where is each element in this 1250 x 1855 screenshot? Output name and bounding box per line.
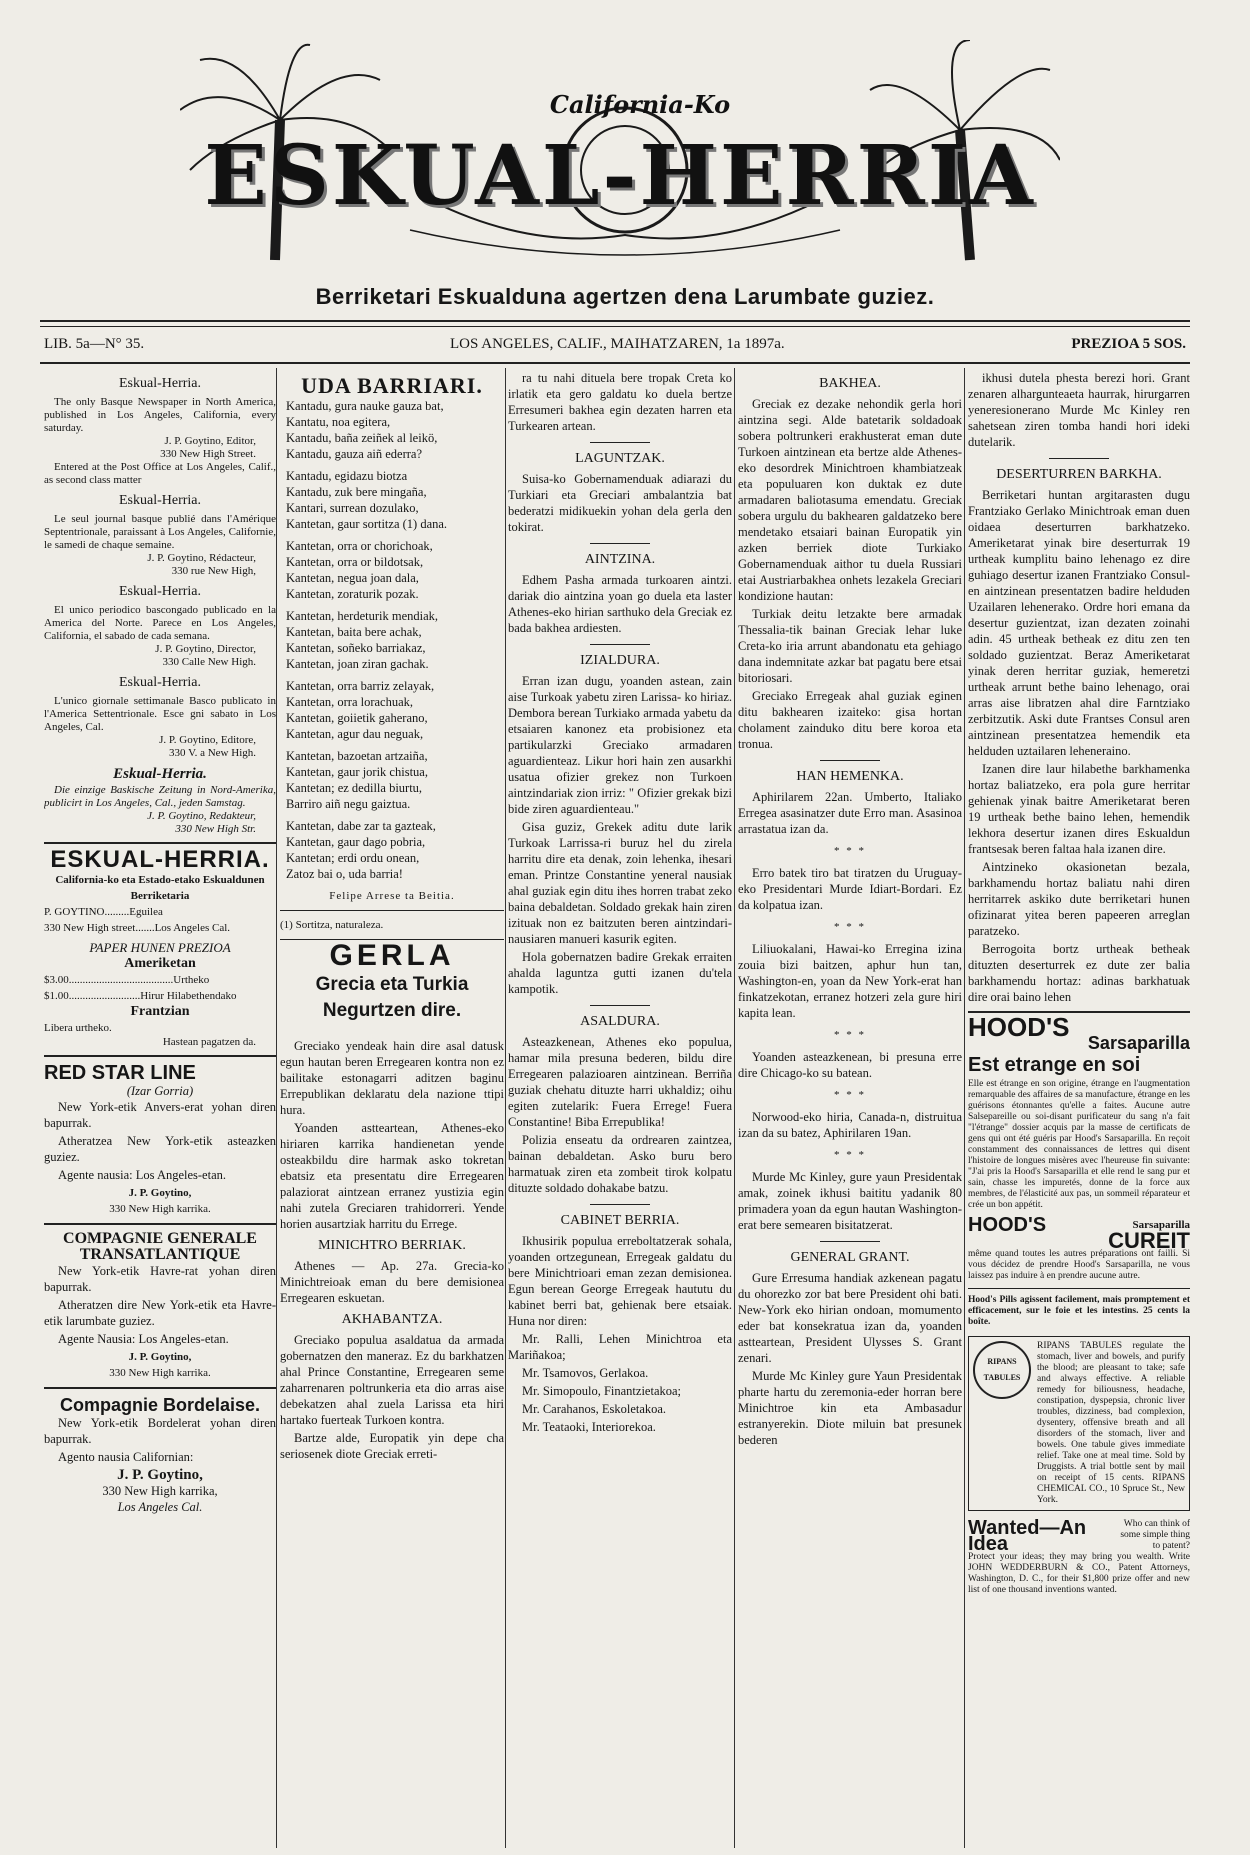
editor-line: J. P. Goytino, Rédacteur, bbox=[147, 552, 256, 564]
hoods-ad-cure-word: CUREIT bbox=[1108, 1228, 1190, 1253]
heading-italian: Eskual-Herria. bbox=[118, 675, 202, 690]
divider bbox=[44, 842, 276, 844]
price-row: $1.00..........................Hirur Hilabethendako bbox=[44, 990, 237, 1002]
editor-line: J. P. Goytino, Director, bbox=[155, 643, 256, 655]
asterism: * * * bbox=[834, 1149, 866, 1161]
article-paragraph: Bartze alde, Europatik yin depe cha seriosenek diote Greciak erreti- bbox=[280, 1431, 504, 1461]
war-subheading: Grecia eta Turkia Negurtzen dire. bbox=[315, 974, 469, 1021]
article-paragraph: Greciako yendeak hain dire asal datusk egun hautan beren Erregearen kontra non ez bailitake estonagarri aditzen baginu Errepublikan deklaratu dela nazione ttipi hura. bbox=[280, 1039, 504, 1117]
war-heading: GERLA bbox=[329, 939, 455, 972]
column-4 bbox=[738, 370, 962, 1845]
poem-title: UDA BARRIARI. bbox=[301, 373, 483, 398]
divider bbox=[820, 760, 880, 761]
poem-line: Kantetan, orra or chorichoak, bbox=[286, 539, 433, 553]
article-paragraph: Edhem Pasha armada turkoaren aintzi. dariak dio aintzina yoan go duela eta laster Athenes-eko hirian sarthuko dela Greciak ez bada bakhea ardiesten. bbox=[508, 573, 732, 635]
article-paragraph: Polizia enseatu da ordrearen zaintzea, bainan debaldetan. Asko buru bero harmatuak ziren eta zombeit tirok kolpatu dituzte soldado dohakabe batzu. bbox=[508, 1133, 732, 1195]
text-italian: L'unico giornale settimanale Basco publicato in l'America Settentrionale. Esce gni sabato in Los Angeles, Cal. bbox=[44, 695, 276, 733]
red-star-line-text: New York-etik Anvers-erat yohan diren bapurrak. bbox=[44, 1100, 276, 1130]
poem-line: Kantetan, zoraturik pozak. bbox=[286, 587, 419, 601]
divider bbox=[44, 1055, 276, 1057]
section-heading: HAN HEMENKA. bbox=[796, 769, 904, 784]
poem-line: Kantetan, goiietik gaherano, bbox=[286, 711, 428, 725]
article-paragraph: Norwood-eko hiria, Canada-n, distruitua izan da su batez, Aphirilaren 19an. bbox=[738, 1110, 962, 1140]
article-paragraph: Aintzineko okasionetan bezala, barkhamendu hortaz baliatu nahi diren herritarrek askiko dute berriketari hunen ofizinarat yitea beren papeeren arreglan paratzeko. bbox=[968, 860, 1190, 938]
poem-stanza bbox=[280, 398, 504, 462]
hoods-ad-tagline: Est etrange en soi bbox=[968, 1054, 1141, 1076]
column-1 bbox=[44, 370, 276, 1845]
section-heading: CABINET BERRIA. bbox=[560, 1213, 680, 1228]
poem-line: Kantetan, orra or bildotsak, bbox=[286, 555, 424, 569]
text-french: Le seul journal basque publié dans l'Amérique Septentrionale, paraissant à Los Angeles, Californie, le samedi de chaque semaine. bbox=[44, 513, 276, 551]
section-heading: AKHABANTZA. bbox=[341, 1312, 443, 1327]
divider bbox=[590, 442, 650, 443]
editor-line: J. P. Goytino, Editore, bbox=[159, 734, 256, 746]
article-paragraph: Ikhusirik populua erreboltatzerak sohala, yoanden ortzegunean, Erregeak galdatu du bere Minichtrioari eman zezan demisionea. Egun berean George Erregeak haututu du kabinet berri bat, gehienak bere etsaiak. Huna nor diren: bbox=[508, 1234, 732, 1328]
poem-author: Felipe Arrese ta Beitia. bbox=[329, 890, 455, 902]
poem-line: Kantetan; erdi ordu onean, bbox=[286, 851, 420, 865]
poem-stanza bbox=[280, 678, 504, 742]
wanted-ad-header bbox=[968, 1517, 1190, 1555]
agent-line: Agente nausia: Los Angeles-etan. bbox=[58, 1168, 227, 1182]
poem-line: Kantetan, gaur jorik chistua, bbox=[286, 765, 428, 779]
price-france-heading: Frantzian bbox=[130, 1004, 190, 1019]
minister-line: Mr. Tsamovos, Gerlakoa. bbox=[522, 1366, 649, 1380]
minister-line: Mr. Simopoulo, Finantzietakoa; bbox=[522, 1384, 682, 1398]
price-heading: PAPER HUNEN PREZIOA bbox=[89, 940, 231, 955]
wanted-ad-heading: Wanted—An Idea bbox=[968, 1517, 1087, 1555]
divider bbox=[590, 543, 650, 544]
poem-line: Kantetan, soñeko barriakaz, bbox=[286, 641, 426, 655]
minister-line: Mr. Ralli, Lehen Minichtroa eta Mariñakoa; bbox=[508, 1332, 732, 1362]
article-paragraph: Erro batek tiro bat tiratzen du Uruguay-eko Presidentari Murde Idiart-Bordari. Ez da kolpatua izan. bbox=[738, 866, 962, 912]
postal-note: Entered at the Post Office at Los Angeles, Calif., as second class matter bbox=[44, 461, 276, 486]
article-paragraph: Athenes — Ap. 27a. Grecia-ko Minichtreioak eman du bere demisionea Erregearen eskuetan. bbox=[280, 1259, 504, 1305]
agent-address: 330 New High karrika. bbox=[109, 1367, 211, 1379]
article-paragraph: Liliuokalani, Hawai-ko Erregina izina zouia bizi baitzen, aphur hun tan, Washington-en, yoan da New York-erat han finkatzekotan, erranez hotzeri zela gure hiri kapita lean. bbox=[738, 942, 962, 1020]
heading-english: Eskual-Herria. bbox=[118, 376, 202, 391]
agent-name: J. P. Goytino, bbox=[117, 1467, 203, 1483]
dateline-rule bbox=[40, 362, 1190, 364]
issue-number: LIB. 5a—N° 35. bbox=[44, 336, 145, 352]
text-german: Die einzige Baskische Zeitung in Nord-Amerika, publicirt in Los Angeles, Cal., jeden Samstag. bbox=[44, 784, 276, 809]
poem-line: Kantetan, herdeturik mendiak, bbox=[286, 609, 439, 623]
section-heading: GENERAL GRANT. bbox=[790, 1250, 910, 1265]
masthead-subtitle: Berriketari Eskualduna agertzen dena Larumbate guziez. bbox=[315, 284, 935, 309]
poem-line: Kantadu, baña zeiñek al leikö, bbox=[286, 431, 438, 445]
poem-line: Kantetan; ez dedilla biurtu, bbox=[286, 781, 423, 795]
hoods-ad-product: Sarsaparilla bbox=[1087, 1033, 1190, 1053]
divider bbox=[1049, 458, 1109, 459]
poem-line: Zatoz bai o, uda barria! bbox=[286, 867, 403, 881]
top-rule bbox=[40, 320, 1190, 322]
minister-line: Mr. Carahanos, Eskoletakoa. bbox=[522, 1402, 667, 1416]
agent-name: J. P. Goytino, bbox=[128, 1187, 192, 1199]
wanted-ad-text: Protect your ideas; they may bring you wealth. Write JOHN WEDDERBURN & CO., Patent Attorneys, Washington, D. C., for their $1,800 prize offer and new list of one thousand inventions wanted. bbox=[968, 1552, 1190, 1595]
editor-line: J. P. Goytino, Redakteur, bbox=[147, 810, 256, 822]
poem-line: Kantetan, negua joan dala, bbox=[286, 571, 419, 585]
article-paragraph: Asteazkenean, Athenes eko populua, hamar mila presuna bederen, bildu dire Erregearen palazioaren aintzinean. Berriña guziak chehatu dituzte harri ukhaldiz; oihu egiten zutelarik: Fuera Errege! Fuera Constantine! Biba Errepublika! bbox=[508, 1035, 732, 1129]
hoods-ad-text: Elle est étrange en son origine, étrange en l'augmentation remarquable des affaires de sa manufacture, étrange en les guérisons étonnantes qu'elle a faites. Aucune autre Salsepareille ou soi-disant purificateur du sang n'a fait "l'étrange" dossier acquis par la masse de certificats de gens qui ont été guéris par Hood's Sarsaparilla. En reçoit constamment des connaissances de lettres qui disent l'histoire de longues misères avec l'heureuse fin suivante: "J'ai pris la Hood's Sarsaparilla et elle rend le sang pur et sain, chasse les impuretés, donne de la force aux membres, de l'élasticité aux pas, un sommeil réparateur et crée un bon appétit. bbox=[968, 1079, 1190, 1210]
editor-line: J. P. Goytino, Editor, bbox=[164, 435, 256, 447]
poem-line: Kantetan, bazoetan artzaiña, bbox=[286, 749, 428, 763]
editor-address: 330 New High Str. bbox=[175, 823, 256, 835]
section-heading: AINTZINA. bbox=[584, 552, 656, 567]
masthead-title: ESKUAL-HERRIA bbox=[204, 128, 1036, 224]
article-paragraph: Berrogoita bortz urtheak betheak dituzten deserturrek ez dute zer balia barkhamendu hortaz: adinas barkhatuak dire orai baino lehen bbox=[968, 942, 1190, 1004]
poem-line: Kantadu, gauza aiñ ederra? bbox=[286, 447, 423, 461]
poem-line: Kantetan, baita bere achak, bbox=[286, 625, 422, 639]
editor-address: 330 Calle New High. bbox=[162, 656, 256, 668]
heading-spanish: Eskual-Herria. bbox=[118, 584, 202, 599]
hoods-ad-text-2: même quand toutes les autres préparations ont failli. Si vous décidez de prendre Hood's Sarsaparilla, ne vous laissez pas induire à en prendre aucune autre. bbox=[968, 1249, 1190, 1281]
article-paragraph: Erran izan dugu, yoanden astean, zain aise Turkoak yabetu ziren Larissa- ko hiriaz. Dembora berean Turkiako armada yabetu da etsaiaren kanonez eta probisionez eta partikularzki Greciako armadaren aguardienteaz. Likur hori hain zen ausarkhi usatua ofizier grekez non Turkoen aintzindariak zion irriz: " Ofizier grekak bizi bide ziren aguardienteau." bbox=[508, 674, 732, 816]
subscription-address: 330 New High street.......Los Angeles Cal. bbox=[44, 922, 231, 934]
article-paragraph: Gisa guziz, Grekek aditu dute larik Turkoak Larrissa-ri buruz hel du zirela harritu dire eta denak, zoin lehenka, ihesari eman. Printze Constantine yeneral nausiak ahal guziak egin ditu ihes horren trabat zeko baina debaldetan. Soldado grekak hain ziren izituak non ez baitzuten beren aintzindari- nausiaren manueri kasurik egiten. bbox=[508, 820, 732, 946]
article-paragraph: Murde Mc Kinley, gure yaun Presidentak amak, zoinek ikhusi baititu yadanik 80 primadera yoan da egun hautan Washington-erat bere semearen bisitatzerat. bbox=[738, 1170, 962, 1232]
asterism: * * * bbox=[834, 845, 866, 857]
top-rule-thin bbox=[40, 326, 1190, 327]
cgt-text: Atheratzen dire New York-etik eta Havre-etik larumbate guziez. bbox=[44, 1298, 276, 1328]
poem-stanza bbox=[280, 748, 504, 812]
section-heading: LAGUNTZAK. bbox=[575, 451, 665, 466]
column-divider bbox=[276, 368, 277, 1848]
column-divider bbox=[734, 368, 735, 1848]
column-2 bbox=[280, 370, 504, 1845]
cgt-heading: COMPAGNIE GENERALE TRANSATLANTIQUE bbox=[63, 1230, 257, 1263]
article-paragraph: Murde Mc Kinley gure Yaun Presidentak pharte hartu du zeremonia-eder horran bere Minichtroe kin eta Ambasadur estranyerekin. Diote miluin bat presunek bederen bbox=[738, 1369, 962, 1447]
minister-line: Mr. Teataoki, Interiorekoa. bbox=[522, 1420, 656, 1434]
editor-address: 330 rue New High, bbox=[171, 565, 256, 577]
article-paragraph: Greciako populua asaldatua da armada gobernatzen den maneraz. Ez du barkhatzen ahal Prince Constantine, Erregearen seme zaharrenaren poltrunkeria eta dio arras aise debekatzen ahal zuela Larissa eta hiri hartako fuerteak Turkoen kontra. bbox=[280, 1333, 504, 1427]
hoods-ad-heading: HOOD'S bbox=[968, 1012, 1070, 1042]
price-america-heading: Ameriketan bbox=[124, 956, 196, 971]
poem-stanza bbox=[280, 818, 504, 882]
divider bbox=[820, 1241, 880, 1242]
heading-french: Eskual-Herria. bbox=[118, 493, 202, 508]
poem-line: Kantetan, gaur sortitza (1) dana. bbox=[286, 517, 448, 531]
red-star-line-heading: RED STAR LINE bbox=[44, 1062, 196, 1084]
payment-note: Hastean pagatzen da. bbox=[162, 1036, 256, 1048]
article-paragraph: Hola gobernatzen badire Grekak erraiten ahalda laguntza gutti izanen du'tela kampotik. bbox=[508, 950, 732, 996]
poem-line: Kantari, surrean dozulako, bbox=[286, 501, 419, 515]
column-divider bbox=[964, 368, 965, 1848]
column-divider bbox=[505, 368, 506, 1848]
date-place: LOS ANGELES, CALIF., MAIHATZAREN, 1a 1897a. bbox=[450, 336, 785, 352]
article-paragraph: Yoanden asteazkenean, bi presuna erre dire Chicago-ko su batean. bbox=[738, 1050, 962, 1080]
agent-line: Agente Nausia: Los Angeles-etan. bbox=[58, 1332, 229, 1346]
subscription-editor: P. GOYTINO.........Eguilea bbox=[44, 906, 163, 918]
asterism: * * * bbox=[834, 921, 866, 933]
poem-line: Kantadu, gura nauke gauza bat, bbox=[286, 399, 444, 413]
editor-address: 330 New High Street. bbox=[160, 448, 256, 460]
wanted-ad-sub: Who can think of some simple thing to patent? bbox=[1120, 1519, 1190, 1551]
divider bbox=[590, 1005, 650, 1006]
section-heading: DESERTURREN BARKHA. bbox=[996, 467, 1162, 482]
agent-line: Agento nausia Californian: bbox=[58, 1450, 194, 1464]
compagnie-bordelaise-heading: Compagnie Bordelaise. bbox=[59, 1395, 261, 1415]
text-spanish: El unico periodico bascongado publicado en la America del Norte. Parece en Los Angeles, California, el sabado de cada semana. bbox=[44, 604, 276, 642]
footnote: (1) Sortitza, naturaleza. bbox=[280, 919, 384, 931]
red-star-line-subtitle: (Izar Gorria) bbox=[126, 1084, 194, 1098]
column-5 bbox=[968, 370, 1190, 1845]
section-heading: MINICHTRO BERRIAK. bbox=[318, 1238, 466, 1253]
agent-address: 330 New High karrika, bbox=[102, 1484, 218, 1498]
subscription-title: ESKUAL-HERRIA. bbox=[50, 846, 270, 873]
text-english: The only Basque Newspaper in North America, published in Los Angeles, California, every saturday. bbox=[44, 396, 276, 434]
article-paragraph: Turkiak deitu letzakte bere armadak Thessalia-tik bainan Greciak lehar luke Creta-ko iria arrunt abandonatu eta gehiago dana indemnitate azkar bat pagatu bere etsai bitoriosari. bbox=[738, 607, 962, 685]
poem-line: Kantetan, dabe zar ta gazteak, bbox=[286, 819, 436, 833]
poem-line: Kantadu, zuk bere mingaña, bbox=[286, 485, 427, 499]
editor-address: 330 V. a New High. bbox=[169, 747, 256, 759]
article-paragraph: ra tu nahi dituela bere tropak Creta ko irlatik eta gero galdatu ko duela bertze Erresumeri bakhea egin dezaten harren eta Turkearen artean. bbox=[508, 371, 732, 433]
hoods-pills-text: Hood's Pills agissent facilement, mais promptement et efficacement, sur le foie et les intestins. 25 cents la boîte. bbox=[968, 1295, 1190, 1327]
ripans-ad bbox=[968, 1336, 1190, 1511]
price-row: Libera urtheko. bbox=[44, 1022, 112, 1034]
column-3 bbox=[508, 370, 732, 1845]
poem-stanza bbox=[280, 538, 504, 602]
masthead bbox=[180, 40, 1060, 280]
article-paragraph: ikhusi dutela phesta berezi hori. Grant zenaren alhargunteaeta haurrak, hirurgarren yeneresionerano Murde Mc Kinley ren sahetsean ziren tomba handi hori ideki dutelarik. bbox=[968, 371, 1190, 449]
subscription-subtitle: California-ko eta Estado-etako Eskualdunen Berriketaria bbox=[55, 874, 265, 902]
poem-stanza bbox=[280, 608, 504, 672]
asterism: * * * bbox=[834, 1089, 866, 1101]
hoods-ad-heading-2: HOOD'S bbox=[968, 1214, 1047, 1236]
poem-line: Barriro aiñ negu gaiztua. bbox=[286, 797, 411, 811]
divider bbox=[280, 910, 504, 911]
poem-line: Kantetan, gaur dago pobria, bbox=[286, 835, 426, 849]
poem-line: Kantetan, agur dau neguak, bbox=[286, 727, 424, 741]
price: PREZIOA 5 SOS. bbox=[1071, 336, 1186, 352]
article-paragraph: Yoanden astteartean, Athenes-eko hiriaren karrika handienetan yende osteakbildu dire harmak asko tokretan ebatsiz eta presentatu dire Erregearen palaziorat aintzean erranez yustizia egin nahi zutela Greciaren trahidorreri. Yende horien ausartziak harritu du Errege. bbox=[280, 1121, 504, 1231]
divider bbox=[44, 1223, 276, 1225]
agent-address: 330 New High karrika. bbox=[109, 1203, 211, 1215]
heading-german: Eskual-Herria. bbox=[113, 766, 207, 782]
section-heading: ASALDURA. bbox=[580, 1014, 660, 1029]
divider bbox=[590, 644, 650, 645]
article-paragraph: Suisa-ko Gobernamenduak adiarazi du Turkiari eta Greciari ambalantzia bat bederatzi midikuekin yohan dela gerla den tokirat. bbox=[508, 472, 732, 534]
price-row: $3.00......................................Urtheko bbox=[44, 974, 210, 986]
article-paragraph: Berriketari huntan argitarasten dugu Frantziako Gerlako Minichtroak eman duen oidaea deserturren barkhatzeko. Ameriketarat yinak bire deserturrak 19 urtheak kumplitu baino lehenago ez dire guhiago desertur izanen Frantziako Consul-en aintzinean presentatzen badire helduden Uzailaren lehenerako. Ordre hori emana da desertur guzientzat, izan dezaten zoinahi adin. 45 urtheak betheak ez ditu zen ten soldado guzientzat. Beraz Ameriketarat yinak deren herritar guziak, hemeretzi urtheak arrunt bethe baino lehenago, orai arras aise libratzen ahal dire Farntziako zerbitzutik. Aski dute Frantses Consul aren aintzinean presentatzea hemendik eta helduden uztailaren leheneraino. bbox=[968, 488, 1190, 758]
dateline bbox=[40, 332, 1190, 358]
article-paragraph: Greciako Erregeak ahal guziak eginen ditu bakhearen izaiteko: gisa hortan cholament zainduko ditu bere koroa eta tronua. bbox=[738, 689, 962, 751]
red-star-line-text: Atheratzea New York-etik asteazken guziez. bbox=[44, 1134, 276, 1164]
bordelaise-text: New York-etik Bordelerat yohan diren bapurrak. bbox=[44, 1416, 276, 1446]
divider bbox=[590, 1204, 650, 1205]
poem-line: Kantadu, egidazu biotza bbox=[286, 469, 408, 483]
ripans-ad-text: RIPANS TABULES regulate the stomach, liver and bowels, and purify the blood; are pleasant to take; safe and always effective. A reliable remedy for biliousness, headache, constipation, dyspepsia, chronic liver troubles, dizziness, bad complexion, dysentery, offensive breath and all disorders of the stomach, liver and bowels. One tabule gives immediate relief. Take one at meal time. Sold by Druggists. A trial bottle sent by mail on receipt of 15 cents. RIPANS CHEMICAL CO., 10 Spruce St., New York. bbox=[1037, 1341, 1185, 1505]
poem-line: Kantetan, orra barriz zelayak, bbox=[286, 679, 435, 693]
poem-line: Kantetan, joan ziran gachak. bbox=[286, 657, 429, 671]
poem-line: Kantetan, orra lorachuak, bbox=[286, 695, 414, 709]
asterism: * * * bbox=[834, 1029, 866, 1041]
agent-name: J. P. Goytino, bbox=[128, 1351, 192, 1363]
poem-line: Kantatu, noa egitera, bbox=[286, 415, 391, 429]
agent-city: Los Angeles Cal. bbox=[117, 1500, 203, 1514]
section-heading: IZIALDURA. bbox=[580, 653, 660, 668]
divider bbox=[968, 1288, 1190, 1289]
article-paragraph: Gure Erresuma handiak azkenean pagatu du ohorezko zor bat bere President ohi bati. New-York eko hirian ondoan, momumento eder bat konsekratua izan da, yoanden astteartean, President Ulysses S. Grant zenari. bbox=[738, 1271, 962, 1365]
masthead-ribbon: California-Ko bbox=[549, 90, 731, 119]
article-paragraph: Izanen dire laur hilabethe barkhamenka hortaz baliatzeko, era pola gure herritar gehienak yinak baitre Ameriketarat beren 19 urtheak bethe baino lehen, hemendik lekhora desertur izanen dires Eskualdun frantsesak beren faltaa hala izanen dire. bbox=[968, 762, 1190, 856]
divider bbox=[44, 1387, 276, 1389]
cgt-text: New York-etik Havre-rat yohan diren bapurrak. bbox=[44, 1264, 276, 1294]
section-heading: BAKHEA. bbox=[819, 376, 881, 391]
hoods-ad-product-2: Sarsaparilla bbox=[1132, 1219, 1190, 1231]
poem-stanza bbox=[280, 468, 504, 532]
ripans-seal-icon: RIPANS TABULES bbox=[973, 1341, 1031, 1399]
article-paragraph: Aphirilarem 22an. Umberto, Italiako Erregea asasinatzer dute Erro man. Asasinoa arrastatua izan da. bbox=[738, 790, 962, 836]
article-paragraph: Greciak ez dezake nehondik gerla hori aintzina segi. Alde batetarik soldadoak sobera poltrunkeri erakhusterat eman dute Turkoen aintzinean eta bertze alde Athenes-eko desordrek Minichtroen khambiatzeak eta populuaren kon duktak ez dute armadaren baliotasuma emendatu. Greciak sobera urgulu du bakhearen galdatzeko bere mendetako etsaiari bainan Europatik yin azken berriek diote Turkiako Gobernamenduak aithor tu duela Russiari etai Austriarbakhea onhets lezakela Greciari kondizione hautan: bbox=[738, 397, 962, 603]
